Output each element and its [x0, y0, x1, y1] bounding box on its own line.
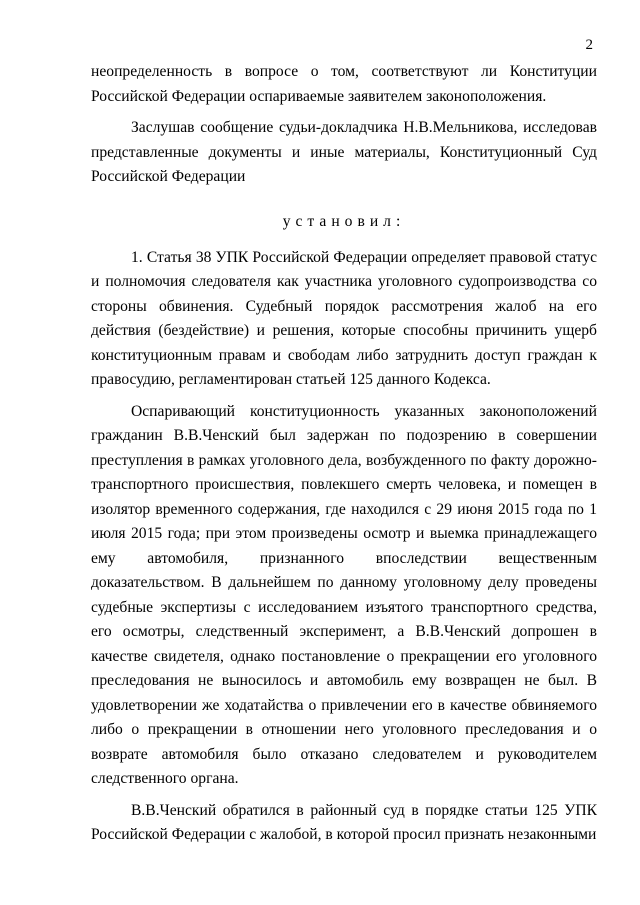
paragraph-hearing: Заслушав сообщение судьи-докладчика Н.В.Мельникова, исследовав представленные документы и иные материалы, Конституционный Суд Российской Федерации	[91, 119, 597, 185]
section-heading-established: установил:	[282, 212, 406, 230]
page-number: 2	[585, 37, 593, 53]
paragraph-court-appeal: В.В.Ченский обратился в районный суд в порядке статьи 125 УПК Российской Федерации с жалобой, в которой просил признать незаконными	[91, 801, 597, 843]
paragraph-continuation: неопределенность в вопросе о том, соответствуют ли Конституции Российской Федерации оспариваемые заявителем законоположения.	[91, 63, 597, 105]
paragraph-applicant-facts: Оспаривающий конституционность указанных законоположений гражданин В.В.Ченский был задержан по подозрению в совершении преступления в рамках уголовного дела, возбужденного по факту дорожно-транспортного происшествия, повлекшего смерть человека, и помещен в изолятор временного содержания, где находился с 29 июня 2015 года по 1 июля 2015 года; при этом произведены осмотр и выемка принадлежащего ему автомобиля, признанного впоследствии вещественным доказательством. В дальнейшем по данному уголовному делу проведены судебные экспертизы с исследованием изъятого транспортного средства, его осмотры, следственный эксперимент, а В.В.Ченский допрошен в качестве свидетеля, однако постановление о прекращении его уголовного преследования не выносилось и автомобиль ему возвращен не был. В удовлетворении же ходатайства о привлечении его в качестве обвиняемого либо о прекращении в отношении него уголовного преследования и о возврате автомобиля было отказано следователем и руководителем следственного органа.	[91, 402, 597, 787]
document-body	[91, 60, 597, 855]
paragraph-article-38: 1. Статья 38 УПК Российской Федерации определяет правовой статус и полномочия следователя как участника уголовного судопроизводства со стороны обвинения. Судебный порядок рассмотрения жалоб на его действия (бездействие) и решения, которые способны причинить ущерб конституционным правам и свободам либо затруднить доступ граждан к правосудию, регламентирован статьей 125 данного Кодекса.	[91, 248, 597, 388]
